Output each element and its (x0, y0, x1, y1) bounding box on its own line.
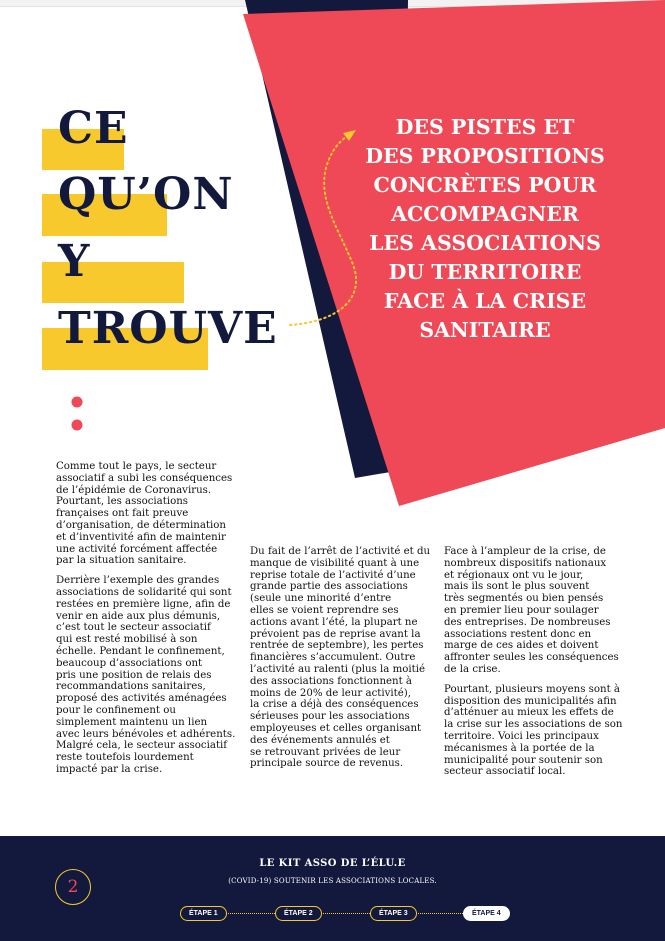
text-line: venir en aide aux plus démunis, (56, 610, 221, 622)
headline-line: DES PISTES ET (395, 115, 575, 139)
text-line: affronter seules les conséquences (444, 652, 619, 664)
step-1-button[interactable]: ÉTAPE 1 (180, 906, 227, 921)
text-line: qui est resté mobilisé à son (56, 634, 198, 646)
text-column-3 (444, 546, 622, 786)
text-line: mais ils sont le plus souvent (444, 581, 590, 593)
text-line: pris une position de relais des (56, 669, 212, 681)
text-line: se retrouvant privées de leur (250, 746, 401, 758)
text-line: d’organisation, de détermination (56, 519, 226, 531)
text-line: l’activité au ralenti (plus la moitié (250, 663, 426, 675)
text-line: associatif a subi les conséquences (56, 472, 233, 484)
text-line: simplement maintenu un lien (56, 716, 208, 728)
text-line: secteur associatif local. (444, 766, 566, 778)
step-2-button[interactable]: ÉTAPE 2 (275, 906, 322, 921)
step-connector (415, 913, 463, 914)
text-line: rentrée de septembre), les pertes (250, 640, 424, 652)
text-line: des associations fonctionnent à (250, 675, 413, 687)
text-line: très segmentés ou bien pensés (444, 593, 604, 605)
text-line: reste toutefois lourdement (56, 752, 194, 764)
text-line: Malgré cela, le secteur associatif (56, 740, 228, 752)
text-line: financières s’accumulent. Outre (250, 652, 416, 664)
text-line: marge de ces aides et doivent (444, 640, 599, 652)
text-line: associations de solidarité qui sont (56, 586, 232, 598)
text-line: pour le confinement ou (56, 704, 176, 716)
step-connector (320, 913, 370, 914)
text-line: moins de 20% de leur activité), (250, 687, 411, 699)
text-line: en premier lieu pour soulager (444, 604, 599, 616)
text-line: et régionaux ont vu le jour, (444, 569, 584, 581)
headline-line: SANITAIRE (419, 318, 551, 342)
paragraph (56, 575, 235, 776)
paragraph (444, 546, 622, 676)
step-connector (225, 913, 275, 914)
text-line: de l’épidémie de Coronavirus. (56, 484, 212, 496)
text-line: Du fait de l’arrêt de l’activité et du (250, 546, 431, 557)
text-line: Comme tout le pays, le secteur (56, 461, 217, 472)
headline-line: DU TERRITOIRE (388, 260, 582, 284)
page-number: 2 (55, 869, 91, 905)
text-line: Pourtant, les associations (56, 496, 189, 508)
step-3-button[interactable]: ÉTAPE 3 (370, 906, 417, 921)
title-line-1: CE (58, 103, 129, 154)
text-line: françaises ont fait preuve (56, 508, 189, 520)
headline-line: LES ASSOCIATIONS (369, 231, 601, 255)
title-line-3: Y (58, 236, 91, 287)
text-line: territoire. Voici les principaux (444, 730, 599, 742)
text-line: proposé des activités aménagées (56, 693, 227, 705)
text-line: des événements annulés et (250, 734, 390, 746)
text-line: prévoient pas de reprise avant la (250, 628, 421, 640)
text-line: la crise sur les associations de son (444, 719, 623, 731)
text-line: impacté par la crise. (56, 763, 163, 775)
text-line: d’atténuer au mieux les effets de (444, 707, 614, 719)
text-line: échelle. Pendant le confinement, (56, 645, 225, 657)
text-line: de la crise. (444, 663, 501, 675)
text-line: recommandations sanitaires, (56, 681, 206, 693)
title-line-2: QU’ON (58, 169, 234, 220)
text-line: (seule une minorité d’entre (250, 593, 392, 605)
text-line: Pourtant, plusieurs moyens sont à (444, 683, 620, 695)
text-line: nombreux dispositifs nationaux (444, 557, 607, 569)
text-line: une activité forcément affectée (56, 543, 218, 555)
text-line: elles se voient reprendre ses (250, 604, 399, 616)
headline-line: CONCRÈTES POUR (373, 173, 597, 197)
text-line: employeuses et celles organisant (250, 722, 422, 734)
footer-band (0, 836, 665, 941)
text-line: par la situation sanitaire. (56, 555, 187, 567)
text-line: Face à l’ampleur de la crise, de (444, 546, 606, 557)
headline-line: ACCOMPAGNER (391, 202, 579, 226)
text-line: des entreprises. De nombreuses (444, 616, 611, 628)
text-column-1 (56, 461, 235, 784)
step-4-button[interactable]: ÉTAPE 4 (463, 906, 510, 921)
footer-subtitle: (COVID-19) SOUTENIR LES ASSOCIATIONS LOCALES. (228, 877, 437, 885)
text-line: actions avant l’été, la plupart ne (250, 616, 418, 628)
red-dot-top (72, 397, 83, 408)
text-line: la crise a déjà des conséquences (250, 699, 419, 711)
text-line: mécanismes à la portée de la (444, 742, 595, 754)
paragraph (56, 461, 235, 567)
text-line: grande partie des associations (250, 581, 408, 593)
headline (345, 113, 625, 345)
text-line: principale source de revenus. (250, 758, 404, 770)
footer-title: LE KIT ASSO DE L’ÉLU.E (259, 858, 406, 869)
paragraph (444, 684, 622, 778)
text-line: municipalité pour soutenir son (444, 754, 603, 766)
text-line: manque de visibilité quant à une (250, 557, 420, 569)
text-column-2 (250, 546, 430, 778)
text-line: sérieuses pour les associations (250, 711, 410, 723)
paragraph (250, 546, 430, 770)
text-line: disposition des municipalités afin (444, 695, 617, 707)
text-line: c’est tout le secteur associatif (56, 622, 211, 634)
headline-line: DES PROPOSITIONS (365, 144, 605, 168)
text-line: et d’inventivité afin de maintenir (56, 531, 226, 543)
text-line: beaucoup d’associations ont (56, 657, 203, 669)
text-line: reprise totale de l’activité d’une (250, 569, 416, 581)
text-line: Derrière l’exemple des grandes (56, 575, 220, 587)
text-line: restées en première ligne, afin de (56, 598, 231, 610)
text-line: associations restent donc en (444, 628, 592, 640)
text-line: avec leurs bénévoles et adhérents. (56, 728, 236, 740)
title-line-4: TROUVE (58, 303, 278, 354)
red-dot-bottom (72, 420, 83, 431)
headline-line: FACE À LA CRISE (383, 289, 587, 313)
